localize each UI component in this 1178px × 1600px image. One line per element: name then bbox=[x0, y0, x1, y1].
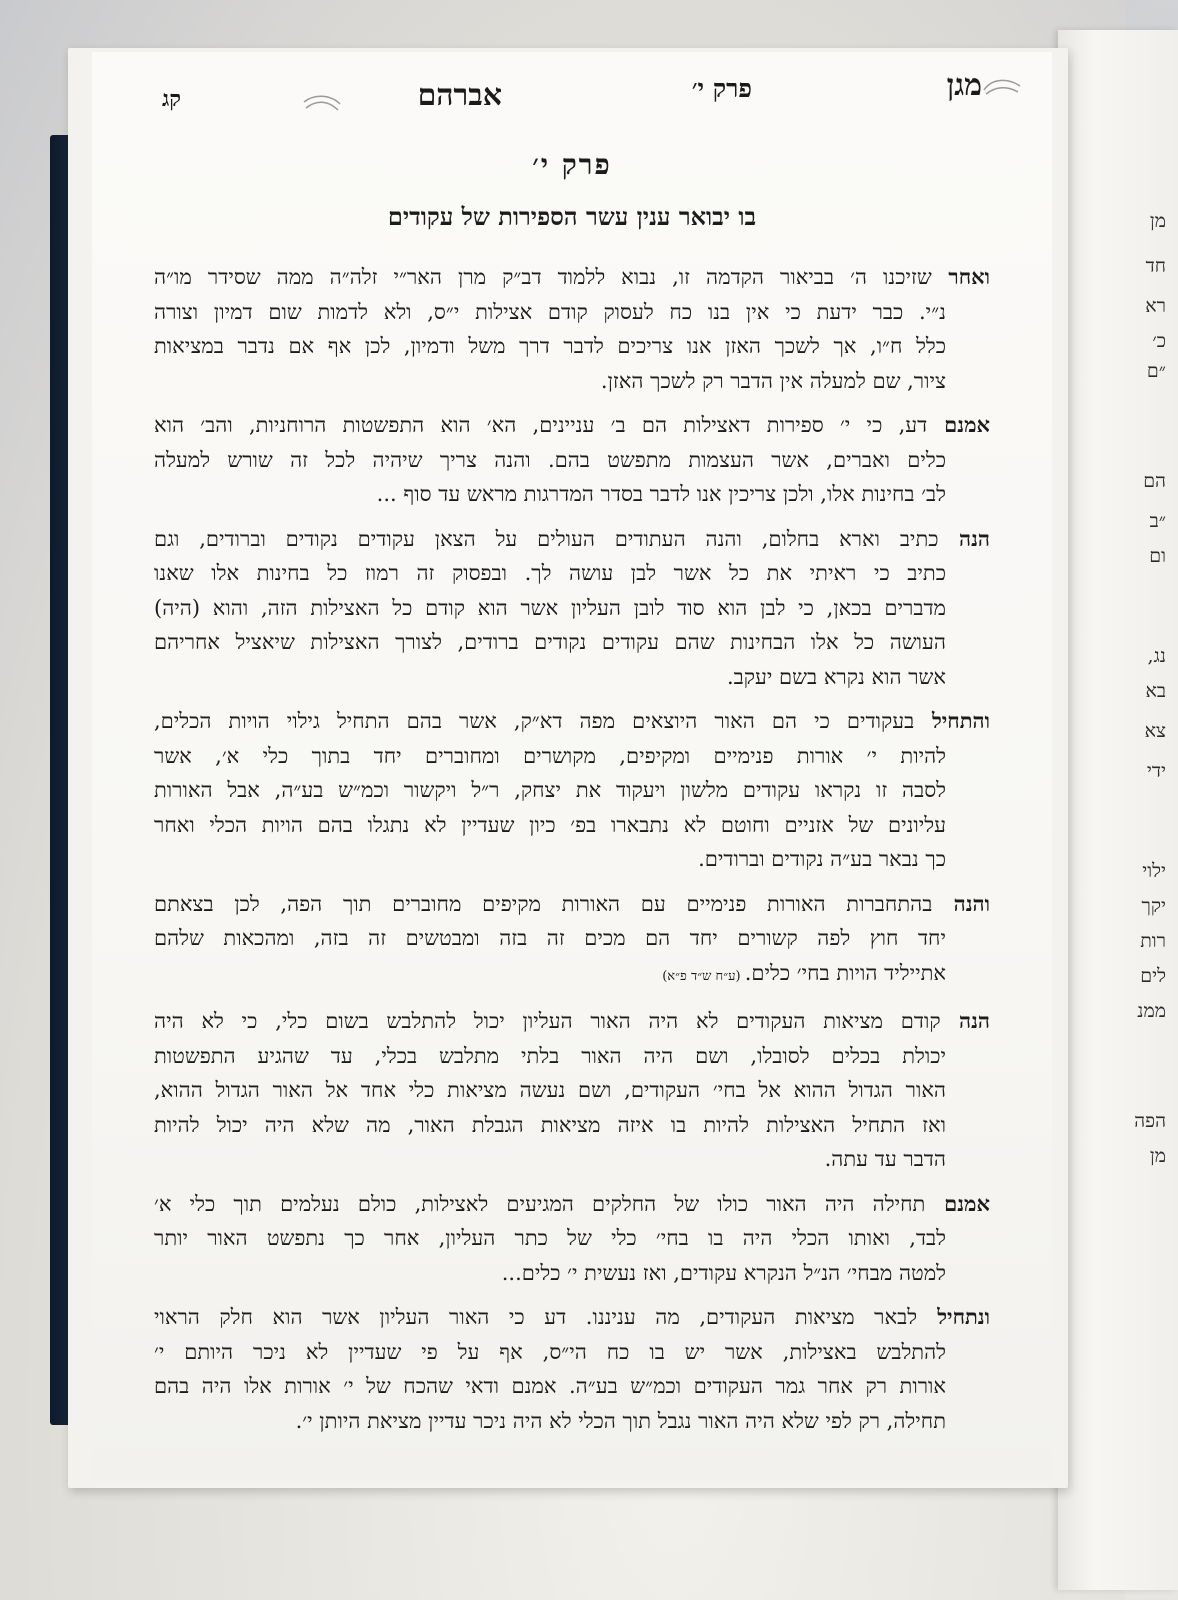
text-line bbox=[154, 1187, 990, 1222]
text-line bbox=[154, 477, 990, 512]
text-line bbox=[154, 773, 990, 808]
line-text: כתיב וארא בחלום, והנה העתודים העולים על הצאן עקודים נקודים וברודים, וגם bbox=[154, 526, 939, 551]
facing-page-fragment: ״ב bbox=[1149, 510, 1166, 532]
facing-page-fragment: מן bbox=[1149, 1145, 1166, 1167]
text-line bbox=[154, 808, 990, 843]
paragraph bbox=[154, 408, 990, 512]
line-text: ואז התחיל האצילות להיות בו איזה מציאות הגבלת האור, מה שלא היה יכול להיות bbox=[154, 1112, 946, 1137]
facing-page-fragment: מן bbox=[1149, 210, 1166, 232]
line-text: כתיב כי ראיתי את כל אשר לבן עושה לך. ובפסוק זה רמוז כל בחינות אלו שאנו bbox=[154, 561, 946, 585]
text-line bbox=[154, 739, 990, 774]
paragraph-lead-word: הנה bbox=[938, 525, 990, 551]
line-text: עליונים של אזניים וחוטם לא נתבארו בפ׳ כיון שעדיין לא נתגלו בהם הויות הכלי ואחר bbox=[154, 812, 946, 837]
line-text: קודם מציאות העקודים לא היה האור העליון יכול להתלבש בשום כלי, כי לא היה bbox=[154, 1009, 941, 1033]
text-line bbox=[154, 704, 990, 739]
line-text: כך נבאר בע״ה נקודים וברודים. bbox=[698, 847, 946, 871]
paragraph-lead-word: ונתחיל bbox=[917, 1304, 991, 1329]
text-line bbox=[154, 408, 990, 443]
text-line bbox=[154, 1073, 990, 1108]
line-text: העושה כל אלו הבחינות שהם עקודים נקודים ברודים, לצורך האצילות שיאציל אחריהם bbox=[154, 630, 946, 654]
book-page bbox=[92, 52, 1052, 1482]
paragraph bbox=[154, 1300, 990, 1438]
text-line bbox=[154, 1004, 990, 1039]
line-text: דע, כי י׳ ספירות דאצילות הם ב׳ עניינים, הא׳ הוא התפשטות הרוחניות, והב׳ הוא bbox=[154, 413, 928, 437]
paragraph bbox=[154, 260, 990, 398]
line-text: נ״י. כבר ידעת כי אין בנו כח לעסוק קודם אצילות י״ס, ולא לדמות שום דמיון וצורה bbox=[154, 299, 946, 324]
text-line bbox=[154, 842, 990, 877]
line-text: אורות רק אחר גמר העקודים וכמ״ש בע״ה. אמנם ודאי שהכח של י׳ אורות אלו היה בהם bbox=[154, 1374, 946, 1398]
text-line bbox=[154, 1335, 990, 1370]
text-line bbox=[154, 625, 990, 660]
text-line bbox=[154, 522, 990, 557]
text-line bbox=[154, 443, 990, 478]
text-line bbox=[154, 1369, 990, 1404]
line-text: לבד, ואותו הכלי היה בו בחי׳ כלי של כתר העליון, אחר כך נתפשט האור יותר bbox=[154, 1226, 946, 1250]
running-head bbox=[152, 68, 982, 113]
line-text: לב׳ בחינות אלו, ולכן צריכין אנו לדבר בסדר המדרגות מראש עד סוף ... bbox=[376, 482, 946, 506]
facing-page-fragment: חד bbox=[1145, 255, 1166, 277]
paragraph-lead-word: הנה bbox=[940, 1008, 990, 1033]
running-head-title-left: אברהם bbox=[417, 78, 502, 113]
facing-page-fragment: רות bbox=[1140, 930, 1166, 952]
text-line bbox=[154, 1404, 990, 1439]
paragraph bbox=[154, 1187, 990, 1291]
text-line bbox=[154, 921, 990, 956]
paragraph-lead-word: והתחיל bbox=[914, 708, 990, 733]
text-line bbox=[154, 364, 990, 399]
line-text: לבאר מציאות העקודים, מה עניננו. דע כי האור העליון אשר הוא חלק הראוי bbox=[154, 1305, 918, 1329]
paragraph-lead-word: והנה bbox=[932, 890, 991, 916]
text-line bbox=[154, 591, 990, 626]
text-body bbox=[154, 260, 990, 1448]
paragraph bbox=[154, 522, 990, 695]
facing-page-fragment: כ׳ bbox=[1152, 330, 1166, 352]
facing-page-fragment: ממנ bbox=[1137, 1000, 1166, 1022]
line-text: מדברים בכאן, כי לבן הוא סוד לובן העליון אשר הוא קודם כל האצילות הזה, והוא (היה) bbox=[154, 595, 946, 620]
line-text: תחילה היה האור כולו של החלקים המגיעים לאצילות, כולם נעלמים תוך כלי א׳ bbox=[154, 1191, 926, 1216]
line-text: כלל ח״ו, אך לשכך האזן אנו צריכים לדבר דרך משל ודמיון, לכן אף אם נדבר במציאות bbox=[154, 334, 946, 358]
ornament-swirl-icon bbox=[982, 76, 1022, 98]
paragraph bbox=[154, 887, 990, 995]
line-text: להיות י׳ אורות פנימיים ומקיפים, מקושרים ומחוברים יחד בתוך כלי א׳, אשר bbox=[154, 743, 946, 768]
line-text: בהתחברות האורות פנימיים עם האורות מקיפים מחוברים תוך הפה, לכן בצאתם bbox=[154, 891, 933, 916]
line-text: לסבה זו נקראו עקודים מלשון ויעקוד את יצחק, ר״ל ויקשור וכמ״ש בע״ה, אבל האורות bbox=[154, 778, 946, 802]
line-text: אשר הוא נקרא בשם יעקב. bbox=[726, 664, 946, 689]
text-line bbox=[154, 1142, 990, 1177]
text-line bbox=[154, 887, 990, 922]
text-line bbox=[154, 956, 990, 995]
line-text: האור הגדול ההוא אל בחי׳ העקודים, ושם נעשה מציאות כלי אחד אל האור הגדול ההוא, bbox=[154, 1078, 946, 1102]
text-line bbox=[154, 1039, 990, 1074]
paragraph-lead-word: אמנם bbox=[925, 1190, 990, 1216]
line-text: הדבר עד עתה. bbox=[824, 1147, 946, 1171]
line-text: יכולת בכלים לסובלו, ושם היה האור בלתי מתלבש בכלי, עד שהגיע התפשטות bbox=[154, 1043, 946, 1068]
line-text: יחד חוץ לפה קשורים יחד הם מכים זה בזה ומבטשים זה בזה, ומהכאות שלהם bbox=[154, 926, 946, 950]
ornament-swirl-icon bbox=[302, 92, 342, 114]
facing-page-fragment: ״ם bbox=[1146, 360, 1166, 382]
facing-page-fragment: צא bbox=[1144, 720, 1166, 742]
line-text: כלים ואברים, אשר העצמות מתפשט בהם. והנה צריך שיהיה לכל זה שורש למעלה bbox=[154, 447, 946, 472]
text-line bbox=[154, 295, 990, 330]
text-line bbox=[154, 1108, 990, 1143]
facing-page-fragment: ום bbox=[1149, 545, 1166, 567]
text-line bbox=[154, 1256, 990, 1291]
line-text: בעקודים כי הם האור היוצאים מפה דא״ק, אשר בהם התחיל גילוי הויות הכלים, bbox=[154, 709, 915, 733]
running-head-chapter: פרק י׳ bbox=[691, 74, 752, 103]
text-line bbox=[154, 1221, 990, 1256]
chapter-subtitle: בו יבואר ענין עשר הספירות של עקודים bbox=[387, 202, 757, 231]
facing-page-fragment: נג, bbox=[1147, 645, 1166, 667]
running-head-title-right: מגן bbox=[946, 68, 982, 103]
line-text: ציור, שם למעלה אין הדבר רק לשכך האזן. bbox=[600, 368, 946, 393]
paragraph bbox=[154, 1004, 990, 1177]
text-line bbox=[154, 329, 990, 364]
text-line bbox=[154, 260, 990, 295]
facing-page-fragment: ידי bbox=[1146, 760, 1166, 782]
line-text: אתייליד הויות בחי׳ כלים. bbox=[744, 960, 946, 985]
text-line bbox=[154, 1300, 990, 1335]
facing-page-fragment: יקך bbox=[1141, 895, 1166, 917]
line-text: להתלבש באצילות, אשר יש בו כח הי״ס, אף על פי שעדיין לא ניכר היותם י׳ bbox=[154, 1339, 946, 1364]
facing-page-fragment: ילוי bbox=[1142, 860, 1166, 882]
text-line bbox=[154, 556, 990, 591]
chapter-title: פרק י׳ bbox=[532, 148, 612, 181]
source-note: (ע״ח ש״ד פ״א) bbox=[662, 968, 745, 984]
facing-page-fragment: הם bbox=[1143, 470, 1166, 492]
text-line bbox=[154, 660, 990, 695]
line-text: למטה מבחי׳ הנ״ל הנקרא עקודים, ואז נעשית י׳ כלים... bbox=[501, 1260, 946, 1285]
facing-page-fragment: בא bbox=[1145, 680, 1166, 702]
page-number: קג bbox=[162, 86, 182, 112]
line-text: תחילה, רק לפי שלא היה האור נגבל תוך הכלי לא היה ניכר עדיין מציאת היותן י׳. bbox=[295, 1408, 946, 1433]
facing-page-edge bbox=[1058, 30, 1178, 1590]
facing-page-fragment: לים bbox=[1140, 965, 1166, 987]
line-text: שזיכנו ה׳ בביאור הקדמה זו, נבוא ללמוד דב״ק מרן האר״י זלה״ה ממה שסידר מו״ה bbox=[154, 265, 932, 289]
paragraph-lead-word: אמנם bbox=[927, 412, 990, 437]
facing-page-fragment: הפה bbox=[1134, 1110, 1166, 1132]
paragraph-lead-word: ואחר bbox=[931, 264, 990, 289]
facing-page-fragment: רא bbox=[1145, 295, 1166, 317]
paragraph bbox=[154, 704, 990, 877]
